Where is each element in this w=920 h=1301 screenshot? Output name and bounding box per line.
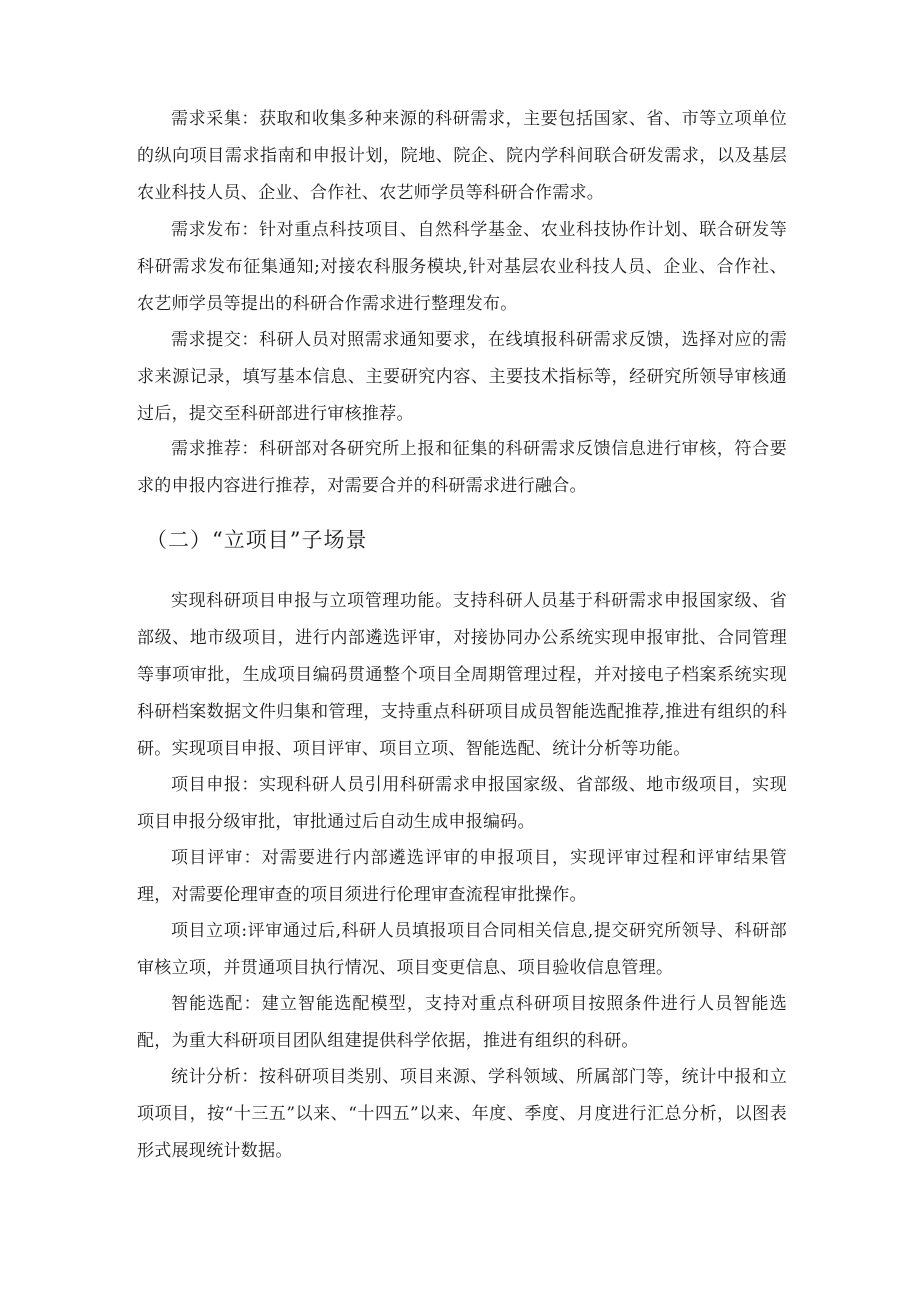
paragraph-demand-submit: 需求提交：科研人员对照需求通知要求，在线填报科研需求反馈，选择对应的需求来源记录，填写基本信息、主要研究内容、主要技术指标等，经研究所领导审核通过后，提交至科研部进行审核推荐。 — [137, 330, 787, 424]
paragraph-demand-publish: 需求发布：针对重点科技项目、自然科学基金、农业科技协作计划、联合研发等科研需求发布征集通知;对接农科服务模块,针对基层农业科技人员、企业、合作社、农艺师学员等提出的科研合作需求进行整理发布。 — [137, 220, 787, 314]
paragraph-project-approval: 项目立项:评审通过后,科研人员填报项目合同相关信息,提交研究所领导、科研部审核立项，并贯通项目执行情况、项目变更信息、项目验收信息管理。 — [137, 921, 787, 978]
paragraph-project-application: 项目申报：实现科研人员引用科研需求申报国家级、省部级、地市级项目，实现项目申报分级审批，审批通过后自动生成申报编码。 — [137, 775, 787, 832]
paragraph-project-overview: 实现科研项目申报与立项管理功能。支持科研人员基于科研需求申报国家级、省部级、地市级项目，进行内部遴选评审，对接协同办公系统实现申报审批、合同管理等事项审批，生成项目编码贯通整个项目全周期管理过程，并对接电子档案系统实现科研档案数据文件归集和管理，支持重点科研项目成员智能选配推荐,推进有组织的科研。实现项目申报、项目评审、项目立项、智能选配、统计分析等功能。 — [137, 591, 787, 759]
paragraph-statistics: 统计分析：按科研项目类别、项目来源、学科领域、所属部门等，统计中报和立项项目，按“十三五”以来、“十四五”以来、年度、季度、月度进行汇总分析，以图表形式展现统计数据。 — [137, 1067, 787, 1161]
section-heading: （二）“立项目”子场景 — [146, 528, 368, 552]
paragraph-demand-recommend: 需求推荐：科研部对各研究所上报和征集的科研需求反馈信息进行审核，符合要求的申报内容进行推荐，对需要合并的科研需求进行融合。 — [137, 439, 787, 496]
paragraph-demand-collection: 需求采集：获取和收集多种来源的科研需求，主要包括国家、省、市等立项单位的纵向项目需求指南和申报计划，院地、院企、院内学科间联合研发需求，以及基层农业科技人员、企业、合作社、农艺师学员等科研合作需求。 — [137, 109, 787, 203]
paragraph-project-review: 项目评审：对需要进行内部遴选评审的申报项目，实现评审过程和评审结果管理，对需要伦理审查的项目须进行伦理审查流程审批操作。 — [137, 848, 787, 905]
paragraph-smart-matching: 智能选配：建立智能选配模型，支持对重点科研项目按照条件进行人员智能选配，为重大科研项目团队组建提供科学依据，推进有组织的科研。 — [137, 994, 787, 1051]
